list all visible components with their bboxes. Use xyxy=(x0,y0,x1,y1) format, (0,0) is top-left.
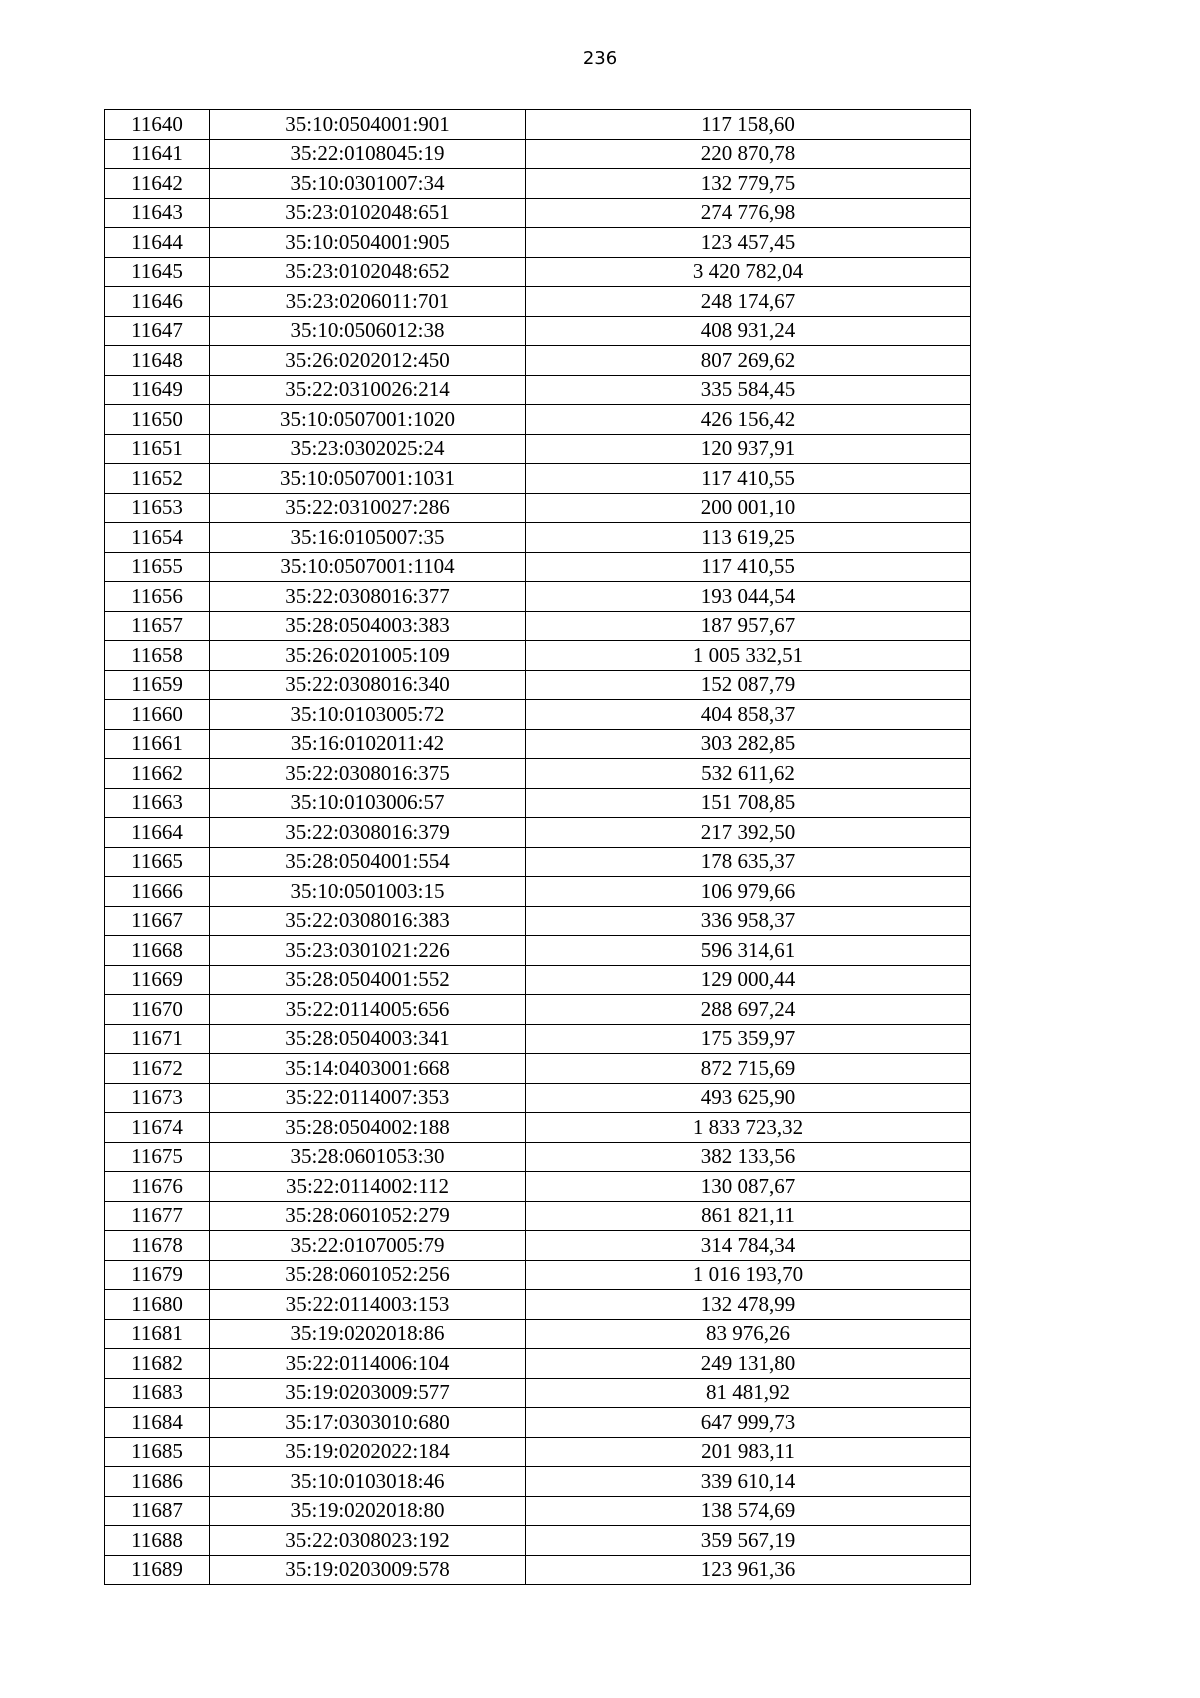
row-number-cell: 11678 xyxy=(105,1231,210,1261)
cadastral-number-cell: 35:22:0310027:286 xyxy=(210,493,526,523)
value-cell: 596 314,61 xyxy=(526,936,971,966)
table-row xyxy=(105,1083,971,1113)
table-row xyxy=(105,1408,971,1438)
cadastral-number-cell: 35:10:0504001:905 xyxy=(210,228,526,258)
row-number-cell: 11647 xyxy=(105,316,210,346)
value-cell: 493 625,90 xyxy=(526,1083,971,1113)
row-number-cell: 11644 xyxy=(105,228,210,258)
cadastral-number-cell: 35:22:0114005:656 xyxy=(210,995,526,1025)
value-cell: 248 174,67 xyxy=(526,287,971,317)
table-row xyxy=(105,936,971,966)
value-cell: 201 983,11 xyxy=(526,1437,971,1467)
cadastral-number-cell: 35:10:0507001:1031 xyxy=(210,464,526,494)
row-number-cell: 11657 xyxy=(105,611,210,641)
row-number-cell: 11681 xyxy=(105,1319,210,1349)
value-cell: 123 961,36 xyxy=(526,1555,971,1585)
row-number-cell: 11689 xyxy=(105,1555,210,1585)
value-cell: 1 833 723,32 xyxy=(526,1113,971,1143)
value-cell: 359 567,19 xyxy=(526,1526,971,1556)
value-cell: 336 958,37 xyxy=(526,906,971,936)
row-number-cell: 11666 xyxy=(105,877,210,907)
value-cell: 426 156,42 xyxy=(526,405,971,435)
value-cell: 117 410,55 xyxy=(526,464,971,494)
row-number-cell: 11655 xyxy=(105,552,210,582)
row-number-cell: 11659 xyxy=(105,670,210,700)
table-row xyxy=(105,257,971,287)
cadastral-number-cell: 35:23:0102048:651 xyxy=(210,198,526,228)
cadastral-number-cell: 35:17:0303010:680 xyxy=(210,1408,526,1438)
row-number-cell: 11643 xyxy=(105,198,210,228)
cadastral-number-cell: 35:22:0108045:19 xyxy=(210,139,526,169)
cadastral-number-cell: 35:22:0308016:379 xyxy=(210,818,526,848)
table-row xyxy=(105,1201,971,1231)
row-number-cell: 11651 xyxy=(105,434,210,464)
value-cell: 274 776,98 xyxy=(526,198,971,228)
cadastral-number-cell: 35:28:0601052:279 xyxy=(210,1201,526,1231)
value-cell: 132 478,99 xyxy=(526,1290,971,1320)
value-cell: 200 001,10 xyxy=(526,493,971,523)
table-row xyxy=(105,1437,971,1467)
table-row xyxy=(105,1172,971,1202)
page-number: 236 xyxy=(582,48,618,69)
cadastral-number-cell: 35:28:0504002:188 xyxy=(210,1113,526,1143)
table-row xyxy=(105,670,971,700)
cadastral-number-cell: 35:28:0504003:383 xyxy=(210,611,526,641)
table-row xyxy=(105,1496,971,1526)
table-row xyxy=(105,1319,971,1349)
row-number-cell: 11686 xyxy=(105,1467,210,1497)
table-row xyxy=(105,965,971,995)
cadastral-number-cell: 35:26:0202012:450 xyxy=(210,346,526,376)
table-row xyxy=(105,316,971,346)
value-cell: 151 708,85 xyxy=(526,788,971,818)
row-number-cell: 11687 xyxy=(105,1496,210,1526)
value-cell: 120 937,91 xyxy=(526,434,971,464)
cadastral-number-cell: 35:26:0201005:109 xyxy=(210,641,526,671)
cadastral-number-cell: 35:19:0203009:577 xyxy=(210,1378,526,1408)
table-row xyxy=(105,611,971,641)
cadastral-number-cell: 35:22:0308016:377 xyxy=(210,582,526,612)
row-number-cell: 11668 xyxy=(105,936,210,966)
row-number-cell: 11642 xyxy=(105,169,210,199)
cadastral-number-cell: 35:19:0202018:86 xyxy=(210,1319,526,1349)
table-row xyxy=(105,1378,971,1408)
row-number-cell: 11680 xyxy=(105,1290,210,1320)
row-number-cell: 11683 xyxy=(105,1378,210,1408)
table-row xyxy=(105,169,971,199)
cadastral-number-cell: 35:10:0504001:901 xyxy=(210,110,526,140)
row-number-cell: 11679 xyxy=(105,1260,210,1290)
value-cell: 872 715,69 xyxy=(526,1054,971,1084)
row-number-cell: 11669 xyxy=(105,965,210,995)
table-row xyxy=(105,523,971,553)
value-cell: 193 044,54 xyxy=(526,582,971,612)
table-row xyxy=(105,906,971,936)
row-number-cell: 11654 xyxy=(105,523,210,553)
value-cell: 83 976,26 xyxy=(526,1319,971,1349)
row-number-cell: 11674 xyxy=(105,1113,210,1143)
table-row xyxy=(105,1113,971,1143)
cadastral-number-cell: 35:10:0103005:72 xyxy=(210,700,526,730)
value-cell: 81 481,92 xyxy=(526,1378,971,1408)
cadastral-number-cell: 35:19:0203009:578 xyxy=(210,1555,526,1585)
value-cell: 117 410,55 xyxy=(526,552,971,582)
cadastral-number-cell: 35:28:0504001:554 xyxy=(210,847,526,877)
row-number-cell: 11645 xyxy=(105,257,210,287)
table-row xyxy=(105,729,971,759)
value-cell: 404 858,37 xyxy=(526,700,971,730)
cadastral-number-cell: 35:28:0504003:341 xyxy=(210,1024,526,1054)
value-cell: 129 000,44 xyxy=(526,965,971,995)
row-number-cell: 11640 xyxy=(105,110,210,140)
cadastral-number-cell: 35:16:0102011:42 xyxy=(210,729,526,759)
cadastral-number-cell: 35:22:0114006:104 xyxy=(210,1349,526,1379)
row-number-cell: 11646 xyxy=(105,287,210,317)
row-number-cell: 11684 xyxy=(105,1408,210,1438)
value-cell: 138 574,69 xyxy=(526,1496,971,1526)
cadastral-number-cell: 35:10:0507001:1104 xyxy=(210,552,526,582)
table-row xyxy=(105,346,971,376)
value-cell: 217 392,50 xyxy=(526,818,971,848)
table-row xyxy=(105,877,971,907)
cadastral-number-cell: 35:23:0102048:652 xyxy=(210,257,526,287)
cadastral-number-cell: 35:22:0107005:79 xyxy=(210,1231,526,1261)
value-cell: 1 016 193,70 xyxy=(526,1260,971,1290)
cadastral-number-cell: 35:10:0103018:46 xyxy=(210,1467,526,1497)
value-cell: 861 821,11 xyxy=(526,1201,971,1231)
value-cell: 288 697,24 xyxy=(526,995,971,1025)
row-number-cell: 11665 xyxy=(105,847,210,877)
value-cell: 3 420 782,04 xyxy=(526,257,971,287)
value-cell: 220 870,78 xyxy=(526,139,971,169)
value-cell: 117 158,60 xyxy=(526,110,971,140)
table-row xyxy=(105,1526,971,1556)
row-number-cell: 11648 xyxy=(105,346,210,376)
table-row xyxy=(105,228,971,258)
row-number-cell: 11672 xyxy=(105,1054,210,1084)
table-row xyxy=(105,493,971,523)
table-row xyxy=(105,788,971,818)
row-number-cell: 11664 xyxy=(105,818,210,848)
cadastral-number-cell: 35:14:0403001:668 xyxy=(210,1054,526,1084)
table-row xyxy=(105,995,971,1025)
cadastral-number-cell: 35:23:0206011:701 xyxy=(210,287,526,317)
table-row xyxy=(105,641,971,671)
row-number-cell: 11677 xyxy=(105,1201,210,1231)
table-row xyxy=(105,700,971,730)
table-row xyxy=(105,464,971,494)
row-number-cell: 11663 xyxy=(105,788,210,818)
value-cell: 1 005 332,51 xyxy=(526,641,971,671)
cadastral-number-cell: 35:22:0114007:353 xyxy=(210,1083,526,1113)
registry-table xyxy=(104,109,971,1585)
table-row xyxy=(105,759,971,789)
row-number-cell: 11662 xyxy=(105,759,210,789)
cadastral-number-cell: 35:10:0103006:57 xyxy=(210,788,526,818)
value-cell: 339 610,14 xyxy=(526,1467,971,1497)
row-number-cell: 11688 xyxy=(105,1526,210,1556)
value-cell: 123 457,45 xyxy=(526,228,971,258)
table-row xyxy=(105,110,971,140)
value-cell: 647 999,73 xyxy=(526,1408,971,1438)
row-number-cell: 11652 xyxy=(105,464,210,494)
cadastral-number-cell: 35:23:0302025:24 xyxy=(210,434,526,464)
table-row xyxy=(105,1555,971,1585)
value-cell: 249 131,80 xyxy=(526,1349,971,1379)
cadastral-number-cell: 35:28:0504001:552 xyxy=(210,965,526,995)
row-number-cell: 11670 xyxy=(105,995,210,1025)
table-row xyxy=(105,818,971,848)
table-row xyxy=(105,1349,971,1379)
table-row xyxy=(105,582,971,612)
cadastral-number-cell: 35:22:0310026:214 xyxy=(210,375,526,405)
value-cell: 106 979,66 xyxy=(526,877,971,907)
value-cell: 335 584,45 xyxy=(526,375,971,405)
table-row xyxy=(105,552,971,582)
value-cell: 130 087,67 xyxy=(526,1172,971,1202)
value-cell: 187 957,67 xyxy=(526,611,971,641)
cadastral-number-cell: 35:19:0202022:184 xyxy=(210,1437,526,1467)
value-cell: 175 359,97 xyxy=(526,1024,971,1054)
cadastral-number-cell: 35:28:0601053:30 xyxy=(210,1142,526,1172)
row-number-cell: 11660 xyxy=(105,700,210,730)
value-cell: 314 784,34 xyxy=(526,1231,971,1261)
cadastral-number-cell: 35:22:0114003:153 xyxy=(210,1290,526,1320)
cadastral-number-cell: 35:22:0114002:112 xyxy=(210,1172,526,1202)
table-row xyxy=(105,1260,971,1290)
row-number-cell: 11671 xyxy=(105,1024,210,1054)
row-number-cell: 11649 xyxy=(105,375,210,405)
cadastral-number-cell: 35:22:0308016:375 xyxy=(210,759,526,789)
value-cell: 303 282,85 xyxy=(526,729,971,759)
table-row xyxy=(105,1024,971,1054)
table-row xyxy=(105,287,971,317)
cadastral-number-cell: 35:28:0601052:256 xyxy=(210,1260,526,1290)
cadastral-number-cell: 35:10:0501003:15 xyxy=(210,877,526,907)
row-number-cell: 11682 xyxy=(105,1349,210,1379)
value-cell: 532 611,62 xyxy=(526,759,971,789)
value-cell: 807 269,62 xyxy=(526,346,971,376)
table-row xyxy=(105,405,971,435)
table-row xyxy=(105,139,971,169)
cadastral-number-cell: 35:10:0507001:1020 xyxy=(210,405,526,435)
value-cell: 408 931,24 xyxy=(526,316,971,346)
cadastral-number-cell: 35:23:0301021:226 xyxy=(210,936,526,966)
row-number-cell: 11685 xyxy=(105,1437,210,1467)
table-row xyxy=(105,1467,971,1497)
table-row xyxy=(105,1231,971,1261)
cadastral-number-cell: 35:22:0308016:383 xyxy=(210,906,526,936)
row-number-cell: 11650 xyxy=(105,405,210,435)
table-row xyxy=(105,434,971,464)
cadastral-number-cell: 35:10:0301007:34 xyxy=(210,169,526,199)
cadastral-number-cell: 35:19:0202018:80 xyxy=(210,1496,526,1526)
cadastral-number-cell: 35:22:0308023:192 xyxy=(210,1526,526,1556)
row-number-cell: 11641 xyxy=(105,139,210,169)
table-row xyxy=(105,1142,971,1172)
cadastral-number-cell: 35:22:0308016:340 xyxy=(210,670,526,700)
table-row xyxy=(105,375,971,405)
cadastral-number-cell: 35:10:0506012:38 xyxy=(210,316,526,346)
value-cell: 113 619,25 xyxy=(526,523,971,553)
value-cell: 382 133,56 xyxy=(526,1142,971,1172)
row-number-cell: 11656 xyxy=(105,582,210,612)
registry-table-body xyxy=(105,110,971,1585)
table-row xyxy=(105,847,971,877)
table-row xyxy=(105,1054,971,1084)
value-cell: 132 779,75 xyxy=(526,169,971,199)
row-number-cell: 11667 xyxy=(105,906,210,936)
row-number-cell: 11676 xyxy=(105,1172,210,1202)
row-number-cell: 11673 xyxy=(105,1083,210,1113)
row-number-cell: 11653 xyxy=(105,493,210,523)
row-number-cell: 11658 xyxy=(105,641,210,671)
cadastral-number-cell: 35:16:0105007:35 xyxy=(210,523,526,553)
row-number-cell: 11661 xyxy=(105,729,210,759)
value-cell: 178 635,37 xyxy=(526,847,971,877)
table-row xyxy=(105,198,971,228)
value-cell: 152 087,79 xyxy=(526,670,971,700)
table-row xyxy=(105,1290,971,1320)
row-number-cell: 11675 xyxy=(105,1142,210,1172)
